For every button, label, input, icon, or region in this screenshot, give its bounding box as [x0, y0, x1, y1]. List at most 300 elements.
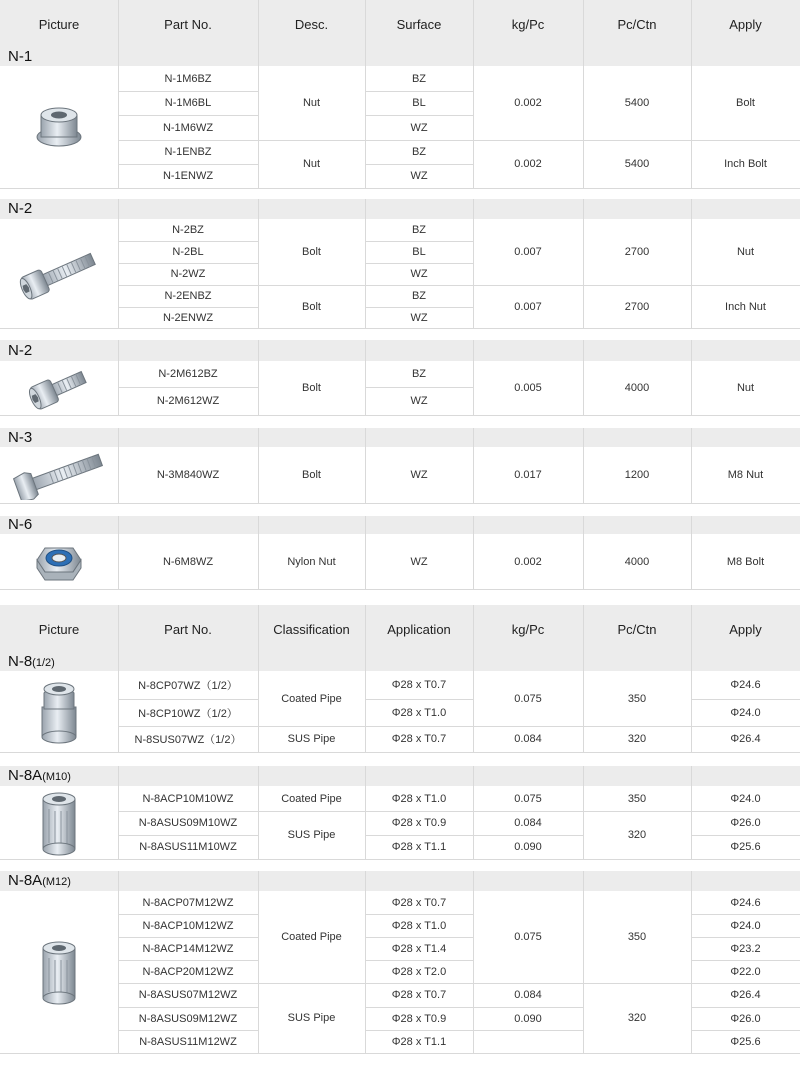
surface-finish: BZ	[411, 146, 427, 158]
column-divider	[118, 66, 119, 188]
column-divider	[473, 447, 474, 503]
column-divider	[583, 871, 584, 891]
part-number: N-2M612BZ	[158, 368, 218, 380]
apply-value: Bolt	[736, 97, 755, 109]
column-divider	[583, 447, 584, 503]
application-size: Φ28 x T1.1	[391, 841, 447, 853]
apply-value: M8 Nut	[727, 469, 764, 481]
surface-finish: BZ	[411, 290, 427, 302]
column-divider	[583, 199, 584, 219]
row-divider	[691, 937, 800, 938]
column-divider	[691, 447, 692, 503]
row-divider	[118, 811, 258, 812]
part-number: N-8ACP14M12WZ	[142, 942, 234, 955]
row-divider	[583, 726, 691, 727]
row-divider	[118, 983, 258, 984]
column-divider	[691, 786, 692, 859]
row-divider	[365, 914, 473, 915]
column-divider	[473, 199, 474, 219]
weight-per-piece: 0.002	[514, 158, 542, 170]
apply-value: Inch Nut	[725, 300, 766, 313]
column-divider	[583, 653, 584, 671]
section-title	[8, 872, 71, 889]
apply-value: Φ26.4	[730, 733, 761, 745]
column-divider	[691, 428, 692, 447]
description: Bolt	[302, 469, 321, 481]
column-divider	[258, 48, 259, 66]
column-divider	[365, 516, 366, 534]
description: Bolt	[302, 382, 321, 394]
row-divider	[691, 699, 800, 700]
column-divider	[258, 199, 259, 219]
column-divider	[258, 361, 259, 415]
column-divider	[691, 671, 692, 752]
row-divider	[258, 983, 365, 984]
part-number: N-2M612WZ	[156, 395, 220, 407]
row-divider	[118, 699, 258, 700]
slotted-pipe-nut-icon	[0, 786, 118, 859]
classification: Coated Pipe	[281, 792, 342, 805]
column-divider	[691, 361, 692, 415]
column-divider	[583, 340, 584, 361]
column-divider	[473, 605, 474, 653]
surface-finish: BL	[412, 97, 426, 109]
pieces-per-carton: 2700	[624, 246, 650, 258]
section-bottom-line	[0, 188, 800, 189]
pieces-per-carton: 4000	[624, 382, 650, 394]
row-divider	[473, 983, 583, 984]
section-bar	[0, 340, 800, 361]
part-number: N-8ASUS09M12WZ	[138, 1012, 238, 1025]
row-divider	[118, 937, 258, 938]
column-divider	[118, 671, 119, 752]
column-divider	[118, 361, 119, 415]
column-divider	[118, 447, 119, 503]
row-divider	[691, 1007, 800, 1008]
column-header: Surface	[365, 0, 473, 48]
column-divider	[691, 0, 692, 48]
application-size: Φ28 x T0.7	[391, 733, 447, 745]
row-divider	[691, 1030, 800, 1031]
column-divider	[365, 871, 366, 891]
column-divider	[118, 534, 119, 589]
column-divider	[258, 671, 259, 752]
apply-value: Φ25.6	[730, 1035, 761, 1048]
hex-bolt-icon	[0, 447, 118, 503]
section-title	[8, 48, 32, 65]
application-size: Φ28 x T1.0	[391, 792, 447, 805]
surface-finish: BZ	[411, 224, 427, 236]
column-divider	[583, 534, 584, 589]
section-bottom-line	[0, 503, 800, 504]
part-number: N-8ASUS07M12WZ	[138, 989, 238, 1001]
description: Nut	[302, 158, 321, 170]
weight-per-piece: 0.075	[514, 931, 542, 943]
apply-value: Φ24.6	[730, 896, 761, 909]
part-number: N-8ACP10M12WZ	[142, 919, 234, 932]
column-divider	[691, 219, 692, 328]
column-divider	[691, 199, 692, 219]
row-divider	[365, 960, 473, 961]
part-number: N-2ENBZ	[164, 290, 212, 302]
column-divider	[583, 786, 584, 859]
column-divider	[258, 340, 259, 361]
column-divider	[365, 340, 366, 361]
row-divider	[365, 164, 473, 165]
part-number: N-8ASUS11M10WZ	[139, 841, 237, 853]
row-divider	[258, 726, 365, 727]
apply-value: Φ26.4	[730, 989, 761, 1001]
column-divider	[365, 361, 366, 415]
section-bottom-line	[0, 589, 800, 590]
row-divider	[691, 914, 800, 915]
column-divider	[258, 766, 259, 786]
row-divider	[118, 307, 258, 308]
column-divider	[473, 534, 474, 589]
classification: Coated Pipe	[281, 931, 342, 943]
section-code: N-2	[8, 200, 33, 217]
column-divider	[691, 66, 692, 188]
description: Bolt	[302, 300, 321, 313]
surface-finish: WZ	[410, 311, 428, 324]
surface-finish: WZ	[410, 170, 428, 182]
weight-per-piece: 0.075	[514, 692, 542, 705]
row-divider	[118, 835, 258, 836]
weight-per-piece: 0.005	[514, 382, 542, 394]
column-divider	[118, 340, 119, 361]
apply-value: M8 Bolt	[726, 555, 765, 568]
column-divider	[258, 0, 259, 48]
column-divider	[691, 534, 692, 589]
group-divider	[118, 140, 800, 141]
column-header: kg/Pc	[473, 0, 583, 48]
part-number: N-8CP07WZ（1/2）	[138, 680, 238, 692]
row-divider	[118, 115, 258, 116]
row-divider	[365, 1030, 473, 1031]
classification: Coated Pipe	[281, 692, 342, 705]
apply-value: Φ24.0	[730, 919, 761, 932]
column-divider	[473, 66, 474, 188]
weight-per-piece: 0.002	[514, 97, 542, 109]
column-header: Desc.	[258, 0, 365, 48]
section-code: N-3	[8, 428, 33, 446]
apply-value: Φ25.6	[730, 841, 761, 853]
column-header: Part No.	[118, 0, 258, 48]
column-divider	[473, 891, 474, 1053]
classification: SUS Pipe	[287, 829, 336, 841]
section-code: N-8A	[8, 767, 43, 784]
weight-per-piece: 0.084	[514, 989, 542, 1001]
column-divider	[583, 766, 584, 786]
application-size: Φ28 x T0.9	[391, 817, 447, 829]
row-divider	[691, 811, 800, 812]
description: Nylon Nut	[287, 555, 336, 568]
row-divider	[583, 811, 691, 812]
row-divider	[365, 835, 473, 836]
section-size: (M10)	[42, 771, 71, 783]
column-divider	[258, 786, 259, 859]
column-divider	[583, 66, 584, 188]
application-size: Φ28 x T0.9	[391, 1012, 447, 1025]
part-number: N-1M6BZ	[164, 72, 212, 85]
row-divider	[473, 811, 583, 812]
column-divider	[691, 605, 692, 653]
weight-per-piece: 0.075	[514, 792, 542, 805]
pieces-per-carton: 2700	[624, 300, 650, 313]
section-size: (M12)	[42, 876, 71, 888]
pieces-per-carton: 350	[627, 692, 647, 705]
nylon-lock-nut-icon	[0, 534, 118, 589]
section-bar	[0, 516, 800, 534]
column-divider	[118, 199, 119, 219]
column-divider	[473, 428, 474, 447]
row-divider	[365, 91, 473, 92]
flange-nut-icon	[0, 66, 118, 188]
column-divider	[118, 516, 119, 534]
row-divider	[118, 91, 258, 92]
section-bar	[0, 48, 800, 66]
classification: SUS Pipe	[287, 733, 336, 745]
group-divider	[118, 285, 800, 286]
column-divider	[691, 871, 692, 891]
pieces-per-carton: 320	[627, 1012, 647, 1024]
column-divider	[258, 534, 259, 589]
application-size: Φ28 x T1.0	[391, 919, 447, 932]
pieces-per-carton: 350	[627, 792, 647, 805]
column-divider	[365, 671, 366, 752]
column-divider	[583, 361, 584, 415]
column-header: Pc/Ctn	[583, 605, 691, 653]
column-divider	[473, 766, 474, 786]
section-title	[8, 516, 32, 533]
column-divider	[473, 0, 474, 48]
row-divider	[365, 699, 473, 700]
row-divider	[118, 726, 258, 727]
weight-per-piece: 0.084	[514, 817, 542, 829]
application-size: Φ28 x T1.1	[391, 1035, 447, 1048]
column-divider	[118, 786, 119, 859]
column-divider	[583, 48, 584, 66]
column-divider	[365, 891, 366, 1053]
column-divider	[258, 871, 259, 891]
part-number: N-2BZ	[172, 224, 204, 236]
row-divider	[118, 914, 258, 915]
row-divider	[118, 387, 258, 388]
part-number: N-8ACP20M12WZ	[142, 965, 234, 978]
row-divider	[365, 115, 473, 116]
column-divider	[258, 66, 259, 188]
column-header: Picture	[0, 605, 118, 653]
section-title	[8, 767, 71, 784]
row-divider	[118, 1030, 258, 1031]
application-size: Φ28 x T2.0	[391, 965, 447, 978]
part-number: N-8SUS07WZ（1/2）	[134, 734, 242, 746]
socket-bolt-icon	[0, 219, 118, 328]
column-divider	[583, 428, 584, 447]
row-divider	[691, 726, 800, 727]
application-size: Φ28 x T1.0	[391, 706, 447, 719]
column-divider	[473, 219, 474, 328]
column-divider	[473, 671, 474, 752]
weight-per-piece: 0.017	[514, 469, 542, 481]
column-divider	[118, 605, 119, 653]
section-code: N-8A	[8, 872, 43, 889]
column-divider	[583, 0, 584, 48]
application-size: Φ28 x T0.7	[391, 679, 447, 691]
column-divider	[258, 428, 259, 447]
section-bar	[0, 653, 800, 671]
section-bottom-line	[0, 752, 800, 753]
row-divider	[258, 811, 365, 812]
column-divider	[691, 516, 692, 534]
part-number: N-1M6BL	[164, 97, 212, 109]
column-divider	[473, 871, 474, 891]
section-title	[8, 200, 32, 217]
column-divider	[365, 447, 366, 503]
row-divider	[365, 387, 473, 388]
part-number: N-8ASUS11M12WZ	[139, 1035, 237, 1048]
column-divider	[118, 0, 119, 48]
weight-per-piece: 0.002	[514, 555, 542, 568]
column-divider	[583, 671, 584, 752]
part-number: N-2BL	[172, 246, 204, 258]
apply-value: Φ24.0	[730, 792, 761, 805]
row-divider	[365, 263, 473, 264]
pipe-nut-icon	[0, 671, 118, 752]
section-title	[8, 429, 32, 446]
part-number: N-6M8WZ	[162, 555, 214, 568]
column-divider	[258, 605, 259, 653]
column-divider	[365, 199, 366, 219]
pieces-per-carton: 350	[627, 931, 647, 943]
pieces-per-carton: 4000	[624, 555, 650, 568]
section-bar	[0, 871, 800, 891]
section-title	[8, 653, 55, 670]
column-header: Application	[365, 605, 473, 653]
column-divider	[365, 219, 366, 328]
row-divider	[473, 726, 583, 727]
column-divider	[691, 48, 692, 66]
part-number: N-1ENWZ	[162, 170, 214, 182]
weight-per-piece: 0.007	[514, 246, 542, 258]
column-divider	[365, 786, 366, 859]
part-number: N-1ENBZ	[164, 146, 212, 158]
column-header: Apply	[691, 0, 800, 48]
column-header: Picture	[0, 0, 118, 48]
part-number: N-8CP10WZ（1/2）	[138, 707, 238, 720]
row-divider	[118, 1007, 258, 1008]
weight-per-piece: 0.090	[514, 1012, 542, 1025]
row-divider	[365, 1007, 473, 1008]
column-header: Part No.	[118, 605, 258, 653]
column-header: Classification	[258, 605, 365, 653]
surface-finish: BL	[412, 246, 426, 258]
row-divider	[365, 937, 473, 938]
apply-value: Φ26.0	[730, 817, 761, 829]
row-divider	[118, 241, 258, 242]
column-divider	[691, 891, 692, 1053]
row-divider	[365, 811, 473, 812]
weight-per-piece: 0.007	[514, 300, 542, 313]
column-divider	[473, 48, 474, 66]
row-divider	[691, 983, 800, 984]
column-divider	[258, 891, 259, 1053]
column-divider	[583, 605, 584, 653]
weight-per-piece	[473, 1030, 583, 1053]
column-header: Pc/Ctn	[583, 0, 691, 48]
column-divider	[118, 428, 119, 447]
column-divider	[118, 48, 119, 66]
row-divider	[118, 960, 258, 961]
column-divider	[365, 534, 366, 589]
column-header: kg/Pc	[473, 605, 583, 653]
column-divider	[118, 871, 119, 891]
column-divider	[118, 891, 119, 1053]
column-divider	[365, 48, 366, 66]
column-divider	[583, 219, 584, 328]
column-divider	[258, 447, 259, 503]
short-socket-bolt-icon	[0, 361, 118, 415]
apply-value: Φ22.0	[730, 965, 761, 978]
column-divider	[691, 340, 692, 361]
column-divider	[118, 219, 119, 328]
row-divider	[691, 835, 800, 836]
column-divider	[365, 766, 366, 786]
row-divider	[691, 960, 800, 961]
application-size: Φ28 x T0.7	[391, 989, 447, 1001]
weight-per-piece: 0.090	[514, 841, 542, 853]
row-divider	[118, 164, 258, 165]
column-divider	[365, 428, 366, 447]
column-divider	[473, 340, 474, 361]
section-bottom-line	[0, 1053, 800, 1054]
section-code: N-8	[8, 653, 33, 670]
column-divider	[365, 653, 366, 671]
application-size: Φ28 x T1.4	[391, 942, 447, 955]
section-bar	[0, 428, 800, 447]
section-bottom-line	[0, 328, 800, 329]
pieces-per-carton: 320	[627, 733, 647, 745]
column-divider	[118, 766, 119, 786]
section-bottom-line	[0, 415, 800, 416]
section-code: N-1	[8, 48, 33, 65]
column-divider	[473, 361, 474, 415]
slotted-pipe-nut-icon	[0, 891, 118, 1053]
row-divider	[365, 307, 473, 308]
column-divider	[473, 516, 474, 534]
column-divider	[473, 786, 474, 859]
column-divider	[583, 891, 584, 1053]
section-bottom-line	[0, 859, 800, 860]
part-number: N-3M840WZ	[156, 469, 220, 481]
column-header: Apply	[691, 605, 800, 653]
section-bar	[0, 766, 800, 786]
column-divider	[258, 219, 259, 328]
surface-finish: WZ	[410, 268, 428, 280]
surface-finish: WZ	[410, 121, 428, 134]
apply-value: Nut	[736, 246, 755, 258]
surface-finish: WZ	[410, 555, 428, 568]
classification: SUS Pipe	[287, 1012, 336, 1024]
section-size: (1/2)	[32, 657, 55, 669]
column-divider	[118, 653, 119, 671]
row-divider	[473, 835, 583, 836]
column-divider	[691, 653, 692, 671]
surface-finish: BZ	[411, 368, 427, 380]
column-divider	[473, 653, 474, 671]
section-code: N-2	[8, 341, 33, 359]
column-divider	[258, 516, 259, 534]
